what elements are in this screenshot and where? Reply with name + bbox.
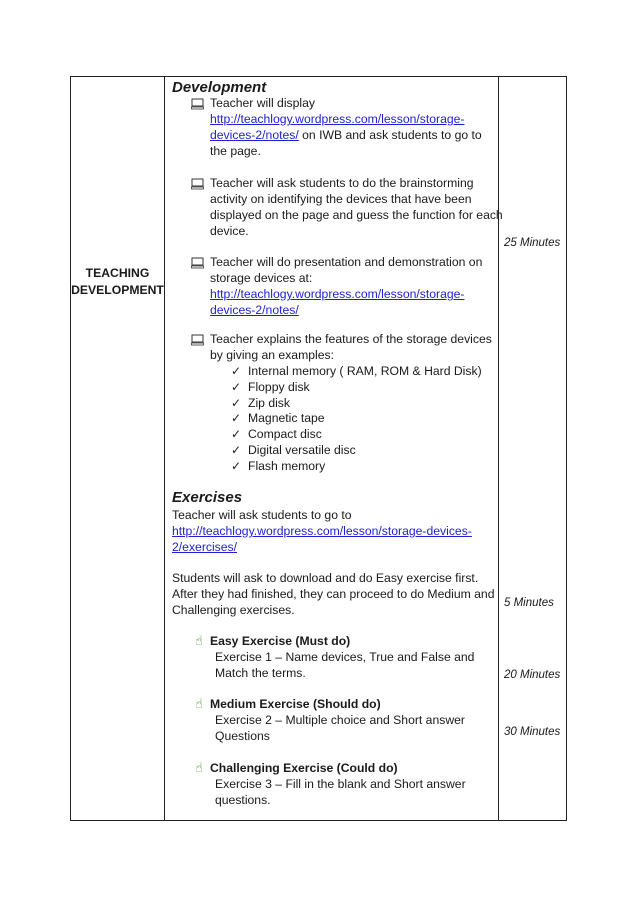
dev-item-2-line: Teacher will ask students to do the brainstorming — [210, 176, 474, 190]
duration-instructions: 5 Minutes — [504, 597, 554, 609]
challenging-exercise-line: Exercise 3 – Fill in the blank and Short answer — [215, 777, 466, 791]
computer-icon — [191, 98, 204, 110]
checkmark-icon: ✓ — [231, 443, 242, 457]
dev-item-4-line: by giving an examples: — [210, 348, 334, 362]
dev-item-1-line: the page. — [210, 144, 261, 158]
exercise-instructions: Students will ask to download and do Easy exercise first. — [172, 571, 479, 585]
exercise-instructions: Challenging exercises. — [172, 603, 295, 617]
exercises-intro: Teacher will ask students to go to — [172, 508, 352, 522]
computer-icon — [191, 178, 204, 190]
computer-icon — [191, 334, 204, 346]
notes-link[interactable]: devices-2/notes/ — [210, 128, 299, 142]
medium-exercise-line: Exercise 2 – Multiple choice and Short answer — [215, 713, 465, 727]
dev-item-3-line: Teacher will do presentation and demonstration on — [210, 255, 483, 269]
dev-item-2-line: activity on identifying the devices that have been — [210, 192, 472, 206]
device-item: Floppy disk — [248, 380, 310, 394]
duration-medium: 30 Minutes — [504, 726, 561, 738]
column-divider — [498, 77, 499, 820]
dev-item-1-line: Teacher will display — [210, 96, 315, 110]
exercises-heading: Exercises — [172, 489, 243, 506]
notes-link[interactable]: http://teachlogy.wordpress.com/lesson/storage- — [210, 112, 465, 126]
challenging-exercise-line: questions. — [215, 793, 271, 807]
checkmark-icon: ✓ — [231, 411, 242, 425]
section-label — [71, 265, 164, 299]
dev-item-1-text: on IWB and ask students to go to — [298, 128, 482, 142]
easy-exercise-line: Match the terms. — [215, 666, 306, 680]
section-label-line: TEACHING — [85, 266, 150, 280]
duration-easy: 20 Minutes — [504, 669, 561, 681]
checkmark-icon: ✓ — [231, 380, 242, 394]
checkmark-icon: ✓ — [231, 364, 242, 378]
dev-item-2-line: device. — [210, 224, 249, 238]
easy-exercise-title: Easy Exercise (Must do) — [210, 634, 351, 648]
checkmark-icon: ✓ — [231, 459, 242, 473]
duration-development: 25 Minutes — [504, 237, 561, 249]
lesson-plan-table — [70, 76, 567, 821]
dev-item-4-line: Teacher explains the features of the storage devices — [210, 332, 492, 346]
device-item: Internal memory ( RAM, ROM & Hard Disk) — [248, 364, 482, 378]
medium-exercise-line: Questions — [215, 729, 270, 743]
dev-item-3-line: storage devices at: — [210, 271, 313, 285]
checkmark-icon: ✓ — [231, 396, 242, 410]
device-item: Compact disc — [248, 427, 322, 441]
pointing-hand-icon: ☝ — [195, 633, 203, 648]
dev-item-1-line — [210, 128, 482, 144]
medium-exercise-title: Medium Exercise (Should do) — [210, 697, 381, 711]
exercises-link[interactable]: http://teachlogy.wordpress.com/lesson/storage-devices- — [172, 524, 472, 538]
pointing-hand-icon: ☝ — [195, 760, 203, 775]
device-item: Flash memory — [248, 459, 326, 473]
pointing-hand-icon: ☝ — [195, 696, 203, 711]
exercise-instructions: After they had finished, they can proceed to do Medium and — [172, 587, 495, 601]
device-item: Magnetic tape — [248, 411, 325, 425]
device-item: Digital versatile disc — [248, 443, 356, 457]
development-heading: Development — [172, 79, 267, 96]
easy-exercise-line: Exercise 1 – Name devices, True and False and — [215, 650, 475, 664]
challenging-exercise-title: Challenging Exercise (Could do) — [210, 761, 398, 775]
notes-link[interactable]: devices-2/notes/ — [210, 303, 299, 317]
notes-link[interactable]: http://teachlogy.wordpress.com/lesson/storage- — [210, 287, 465, 301]
dev-item-2-line: displayed on the page and guess the function for each — [210, 208, 503, 222]
computer-icon — [191, 257, 204, 269]
column-divider — [164, 77, 165, 820]
checkmark-icon: ✓ — [231, 427, 242, 441]
device-item: Zip disk — [248, 396, 290, 410]
exercises-link[interactable]: 2/exercises/ — [172, 540, 238, 554]
section-label-line: DEVELOPMENT — [71, 283, 164, 297]
